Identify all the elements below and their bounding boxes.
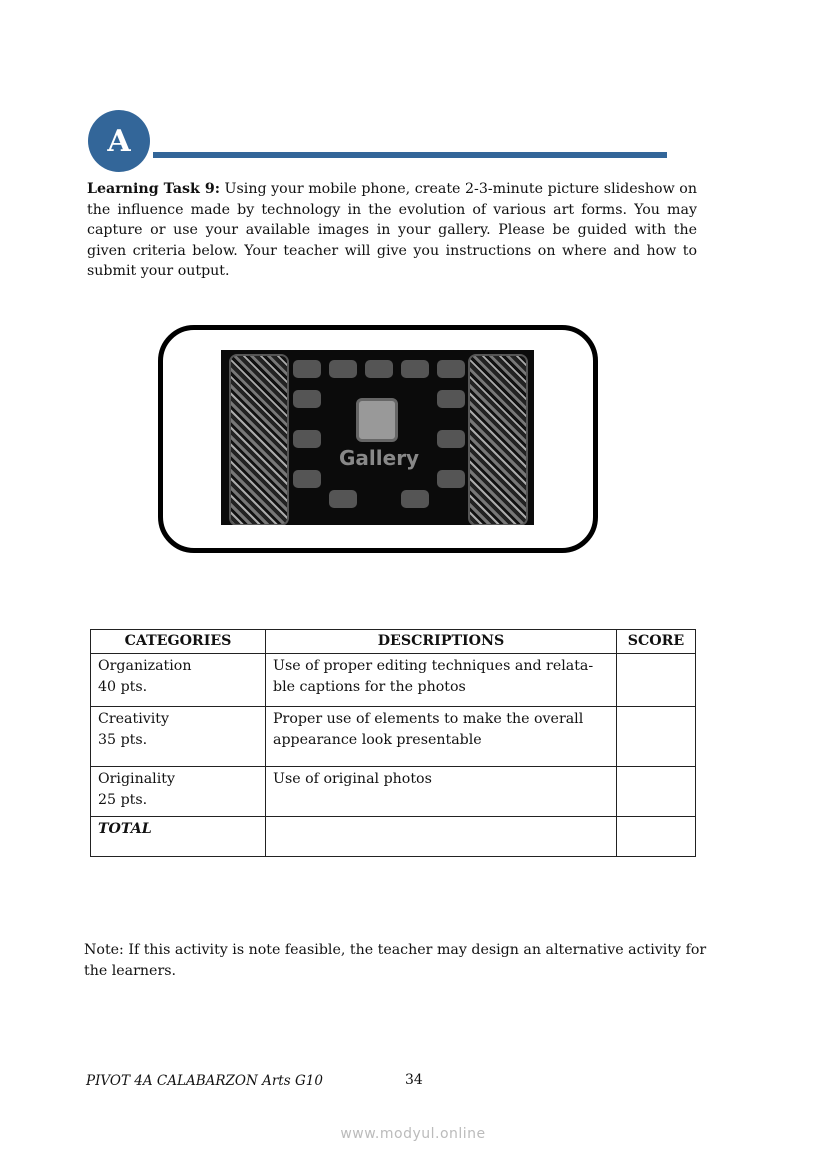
footer-title: PIVOT 4A CALABARZON Arts G10 [86,1073,323,1089]
gallery-icon [356,398,398,442]
category-name: Creativity [98,711,169,727]
phone-right-icon [468,354,528,525]
category-cell [91,707,266,767]
section-badge: A [88,110,150,172]
task-text: Using your mobile phone, create 2-3-minute picture slideshow on the influence made by technology in the evolution of various art forms. You may capture or use your available images in your gallery. Please be guided with the given criteria below. Your teacher will give you instructions on where and how to submit your output. [87,181,697,280]
category-cell [91,767,266,817]
total-description-cell [266,817,617,857]
category-name: Originality [98,771,175,787]
phone-left-icon [229,354,289,525]
total-label: TOTAL [91,817,266,857]
score-cell[interactable] [617,767,696,817]
gallery-label: Gallery [339,446,420,470]
category-name: Organization [98,658,192,674]
header-descriptions: DESCRIPTIONS [266,630,617,654]
task-paragraph [87,179,697,282]
header-categories: CATEGORIES [91,630,266,654]
table-row [91,707,696,767]
category-points: 25 pts. [98,791,148,808]
score-cell[interactable] [617,654,696,707]
table-header-row [91,630,696,654]
category-cell [91,654,266,707]
description-cell: Use of proper editing techniques and relata-ble captions for the photos [266,654,617,707]
note-text: Note: If this activity is note feasible, the teacher may design an alternative activity for the learners. [84,942,707,979]
category-points: 35 pts. [98,731,148,748]
section-rule [153,152,667,158]
table-row [91,767,696,817]
description-cell: Proper use of elements to make the overall appearance look presentable [266,707,617,767]
category-points: 40 pts. [98,678,148,695]
total-row [91,817,696,857]
total-score-cell[interactable] [617,817,696,857]
header-score: SCORE [617,630,696,654]
score-cell[interactable] [617,707,696,767]
rubric-table [90,629,696,857]
gallery-illustration [221,350,534,525]
table-row [91,654,696,707]
page-number: 34 [405,1072,423,1088]
watermark: www.modyul.online [340,1126,486,1142]
task-label: Learning Task 9: [87,181,220,197]
description-cell: Use of original photos [266,767,617,817]
